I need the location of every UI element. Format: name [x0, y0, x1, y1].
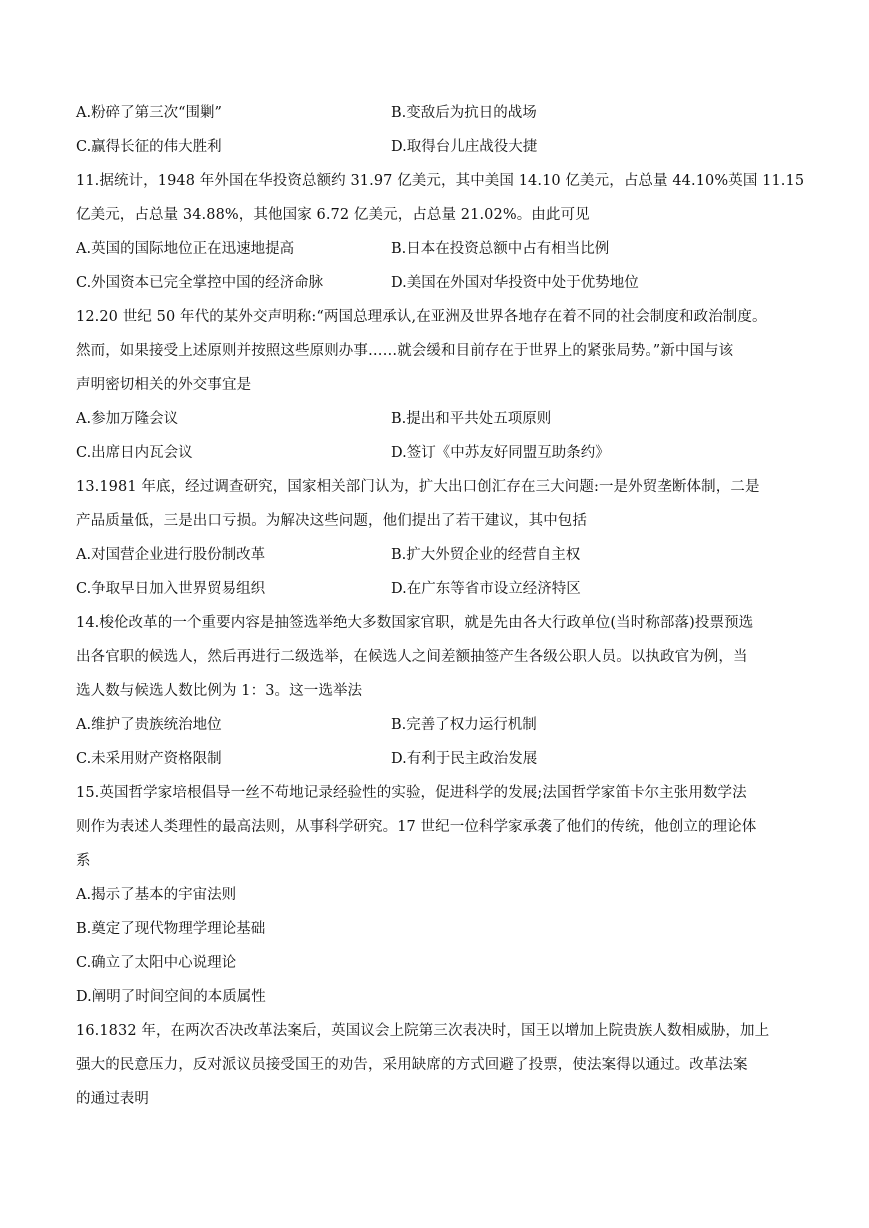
q11-option-c: C.外国资本已完全掌控中国的经济命脉: [76, 275, 324, 291]
q14-options-row-2: [76, 742, 801, 776]
q10-option-a: A.粉碎了第三次“围剿”: [76, 105, 222, 121]
q14-stem-line-1: 14.梭伦改革的一个重要内容是抽签选举绝大多数国家官职，就是先由各大行政单位(当时称部落)投票预选: [76, 615, 754, 631]
q15-stem-line-2: 则作为表述人类理性的最高法则，从事科学研究。17 世纪一位科学家承袭了他们的传统，他创立的理论体: [76, 819, 757, 835]
q14-option-a: A.维护了贵族统治地位: [76, 717, 222, 733]
q12-option-c: C.出席日内瓦会议: [76, 445, 193, 461]
q13-options-row-2: [76, 572, 801, 606]
q12-option-a: A.参加万隆会议: [76, 411, 179, 427]
q11-option-d: D.美国在外国对华投资中处于优势地位: [391, 275, 639, 291]
q10-option-b: B.变敌后为抗日的战场: [391, 105, 537, 121]
q15-option-a: A.揭示了基本的宇宙法则: [76, 887, 237, 903]
q12-stem-line-2: 然而，如果接受上述原则并按照这些原则办事……就会缓和目前存在于世界上的紧张局势。”新中国与该: [76, 343, 734, 359]
q12-options-row-1: [76, 402, 801, 436]
q13-option-b: B.扩大外贸企业的经营自主权: [391, 547, 581, 563]
q12-stem-line-1: 12.20 世纪 50 年代的某外交声明称:“两国总理承认,在亚洲及世界各地存在着不同的社会制度和政治制度。: [76, 309, 767, 325]
q14-option-b: B.完善了权力运行机制: [391, 717, 537, 733]
q16-stem-line-3: 的通过表明: [76, 1091, 149, 1107]
q15-option-b: B.奠定了现代物理学理论基础: [76, 921, 266, 937]
q12-stem-line-3: 声明密切相关的外交事宜是: [76, 377, 252, 393]
q11-option-a: A.英国的国际地位正在迅速地提高: [76, 241, 295, 257]
q13-stem-line-1: 13.1981 年底，经过调查研究，国家相关部门认为，扩大出口创汇存在三大问题:一是外贸垄断体制，二是: [76, 479, 760, 495]
q12-option-b: B.提出和平共处五项原则: [391, 411, 552, 427]
q14-option-c: C.未采用财产资格限制: [76, 751, 222, 767]
q10-options-row-1: [76, 96, 801, 130]
q11-options-row-1: [76, 232, 801, 266]
q11-stem-line-2: 亿美元，占总量 34.88%，其他国家 6.72 亿美元，占总量 21.02%。由此可见: [76, 207, 590, 223]
q13-option-a: A.对国营企业进行股份制改革: [76, 547, 266, 563]
q15-option-c: C.确立了太阳中心说理论: [76, 955, 237, 971]
q14-option-d: D.有利于民主政治发展: [391, 751, 538, 767]
q13-stem-line-2: 产品质量低，三是出口亏损。为解决这些问题，他们提出了若干建议，其中包括: [76, 513, 587, 529]
q10-options-row-2: [76, 130, 801, 164]
q13-option-d: D.在广东等省市设立经济特区: [391, 581, 581, 597]
q14-options-row-1: [76, 708, 801, 742]
q16-stem-line-2: 强大的民意压力，反对派议员接受国王的劝告，采用缺席的方式回避了投票，使法案得以通过。改革法案: [76, 1057, 748, 1073]
q10-option-c: C.赢得长征的伟大胜利: [76, 139, 222, 155]
q11-stem-line-1: 11.据统计，1948 年外国在华投资总额约 31.97 亿美元，其中美国 14.10 亿美元，占总量 44.10%英国 11.15: [76, 173, 805, 189]
q15-stem-line-1: 15.英国哲学家培根倡导一丝不苟地记录经验性的实验，促进科学的发展;法国哲学家笛卡尔主张用数学法: [76, 785, 747, 801]
q15-option-d: D.阐明了时间空间的本质属性: [76, 989, 266, 1005]
q14-stem-line-3: 选人数与候选人数比例为 1：3。这一选举法: [76, 683, 363, 699]
q13-option-c: C.争取早日加入世界贸易组织: [76, 581, 266, 597]
q12-options-row-2: [76, 436, 801, 470]
q12-option-d: D.签订《中苏友好同盟互助条约》: [391, 445, 610, 461]
exam-page: [76, 96, 805, 1116]
q11-option-b: B.日本在投资总额中占有相当比例: [391, 241, 610, 257]
q15-stem-line-3: 系: [76, 853, 91, 869]
q16-stem-line-1: 16.1832 年，在两次否决改革法案后，英国议会上院第三次表决时，国王以增加上院贵族人数相威胁，加上: [76, 1023, 770, 1039]
q10-option-d: D.取得台儿庄战役大捷: [391, 139, 538, 155]
q14-stem-line-2: 出各官职的候选人，然后再进行二级选举，在候选人之间差额抽签产生各级公职人员。以执政官为例，当: [76, 649, 748, 665]
q13-options-row-1: [76, 538, 801, 572]
q11-options-row-2: [76, 266, 801, 300]
